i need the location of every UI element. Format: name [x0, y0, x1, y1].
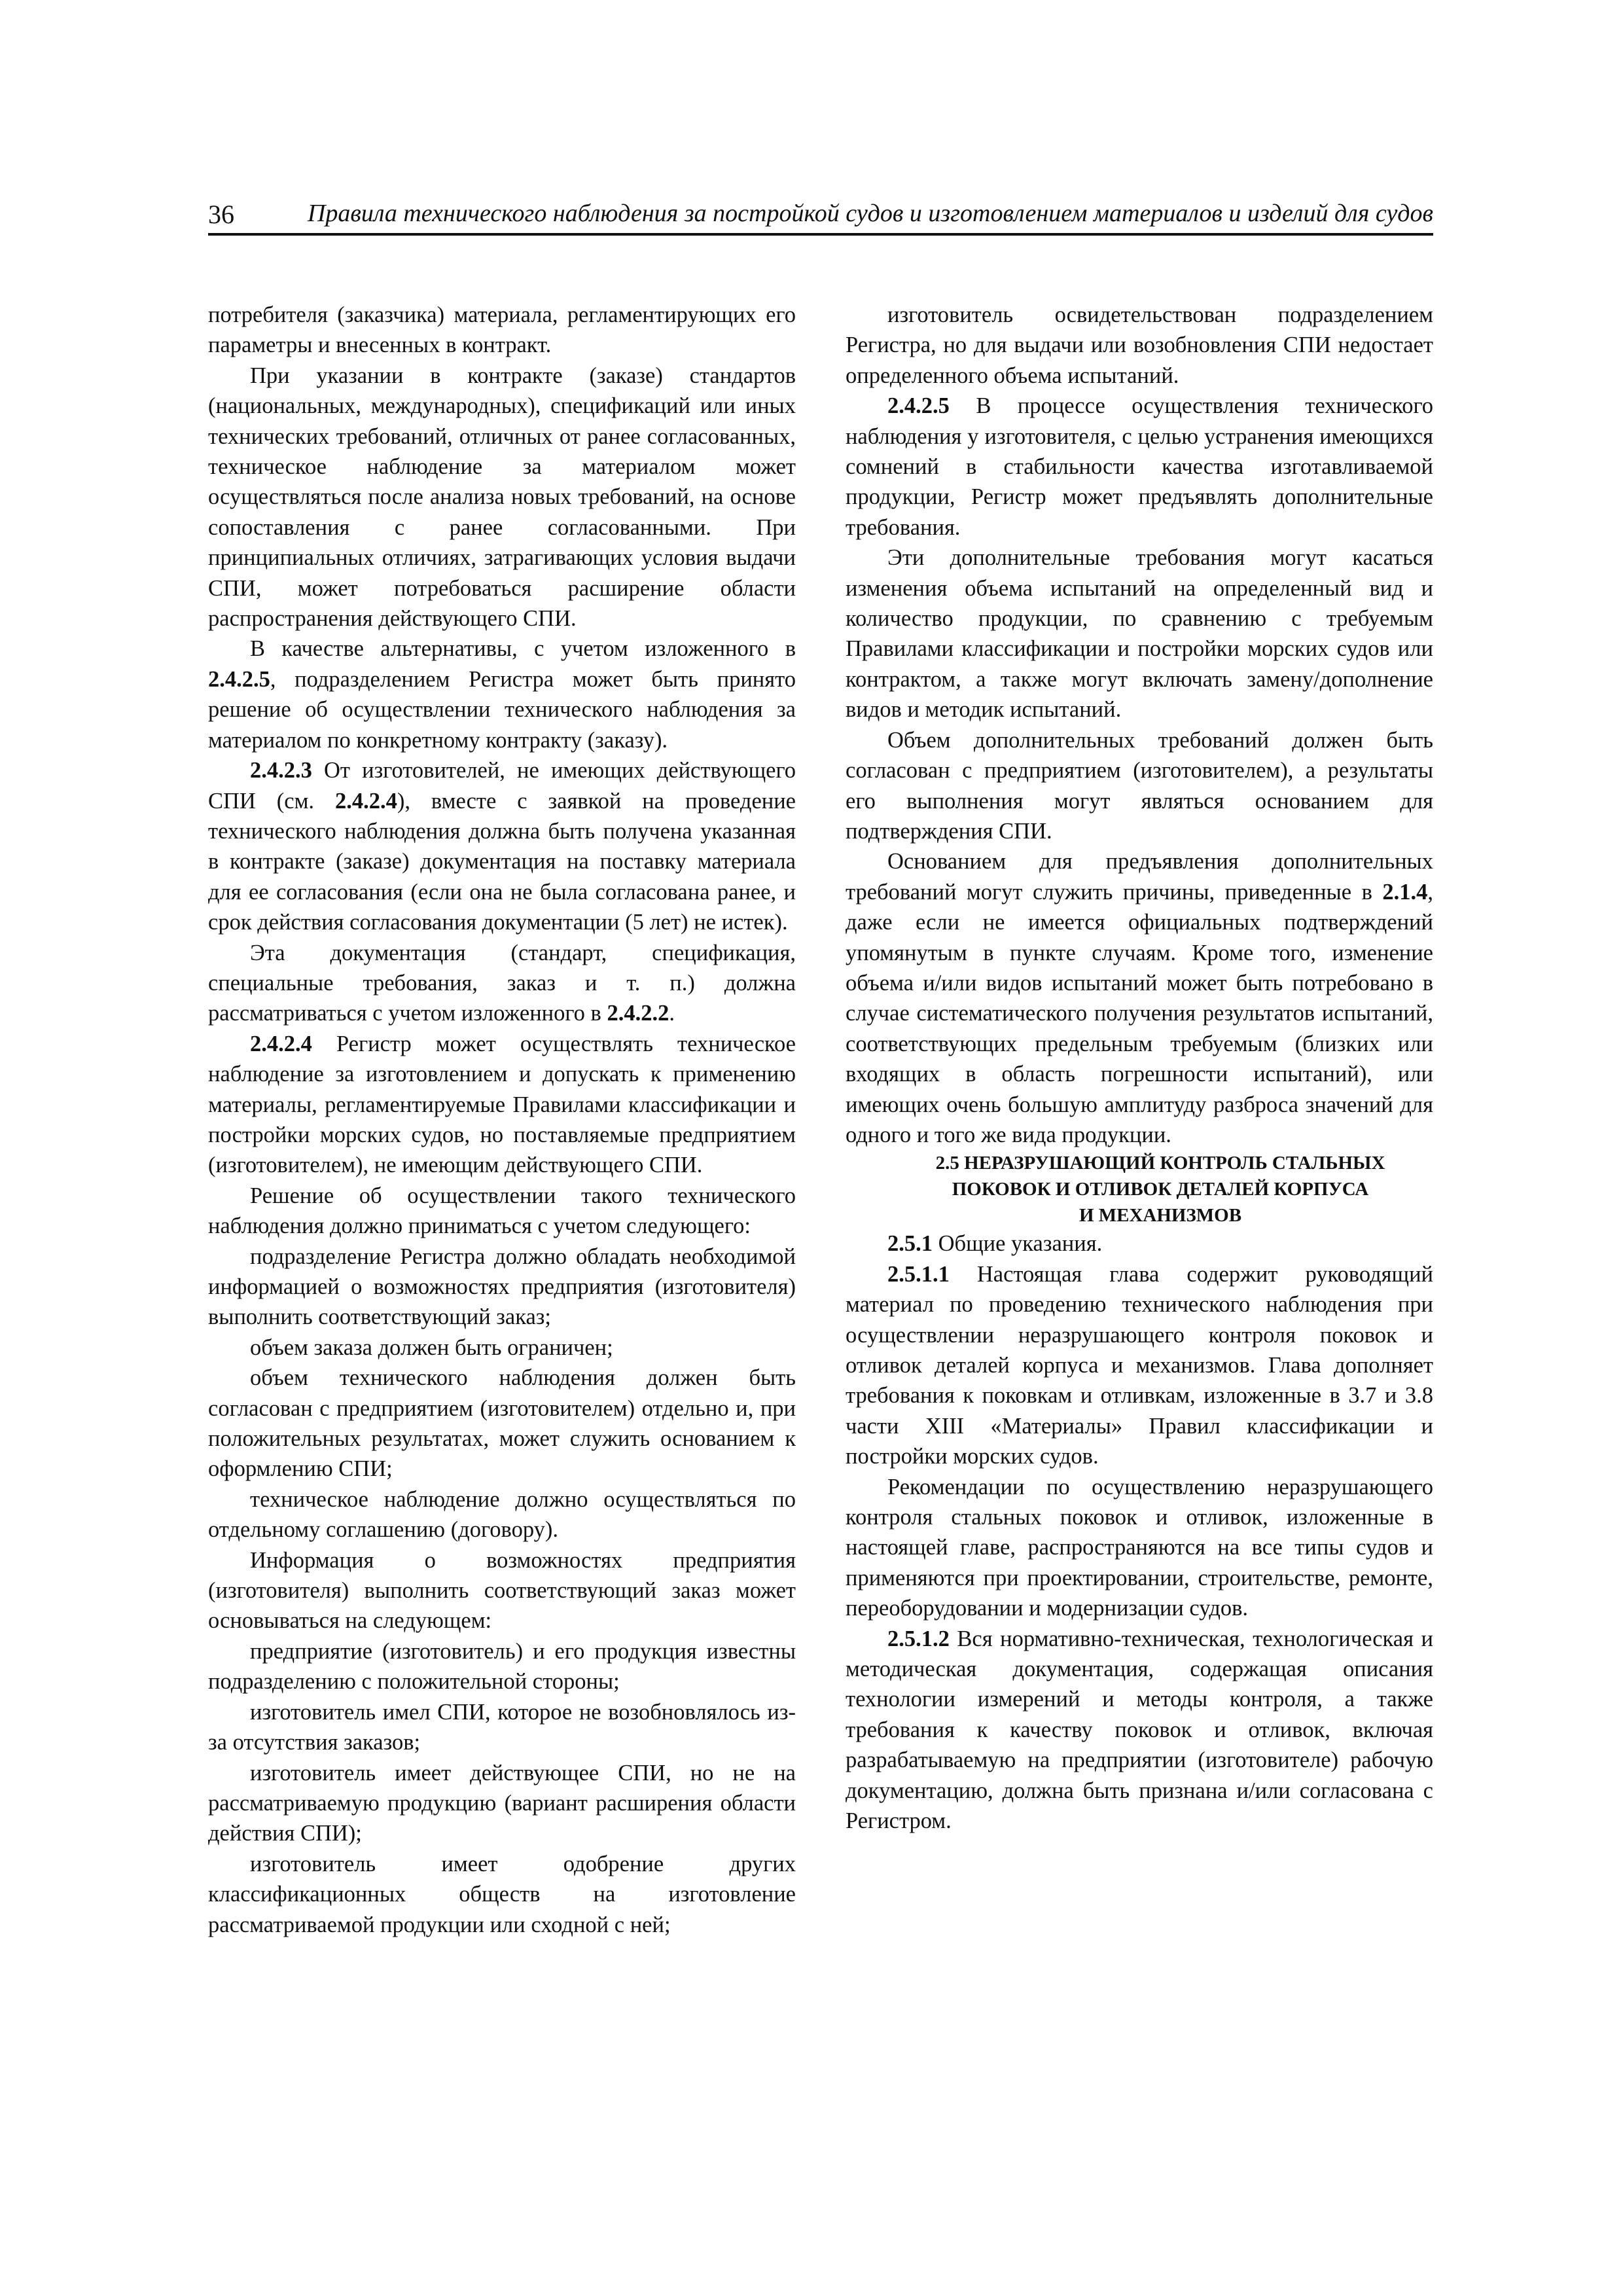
list-item: изготовитель освидетельствован подразделением Регистра, но для выдачи или возобновления СПИ недостает определенного объема испытаний. [846, 302, 1433, 388]
section-title [846, 1150, 1433, 1229]
clause-number: 2.5.1.2 [887, 1626, 950, 1651]
list-item: изготовитель имел СПИ, которое не возобновлялось из-за отсутствия заказов; [208, 1699, 796, 1755]
section-title-line: 2.5 НЕРАЗРУШАЮЩИЙ КОНТРОЛЬ СТАЛЬНЫХ [935, 1153, 1385, 1174]
clause [846, 391, 1433, 543]
section-title-line: И МЕХАНИЗМОВ [1079, 1205, 1242, 1227]
cross-reference: 2.1.4 [1382, 879, 1428, 905]
clause-number: 2.4.2.5 [887, 393, 950, 419]
page-header [208, 196, 1433, 236]
paragraph-text: , даже если не имеется официальных подтверждений упомянутым в пункте случаям. Кроме того, изменение объема и/или видов испытаний может быть потребовано в случае систематического получения результатов испытаний, соответствующих предельным требуемым (близких или входящих в область погрешности испытаний), или имеющих очень большую амплитуду разброса значений для одного и того же вида продукции. [846, 879, 1433, 1147]
right-column [846, 300, 1433, 1837]
clause [846, 1259, 1433, 1472]
paragraph: Решение об осуществлении такого технического наблюдения должно приниматься с учетом следующего: [208, 1183, 796, 1239]
cross-reference: 2.4.2.2 [607, 1001, 669, 1026]
clause-number: 2.5.1.1 [887, 1261, 950, 1287]
list-item: объем заказа должен быть ограничен; [250, 1335, 613, 1360]
cross-reference: 2.4.2.4 [334, 788, 397, 814]
paragraph-text: Настоящая глава содержит руководящий материал по проведению технического наблюдения при осуществлении неразрушающего контроля поковок и отливок деталей корпуса и механизмов. Глава дополняет требования к поковкам и отливкам, изложенные в 3.7 и 3.8 части XIII «Материалы» Правил классификации и постройки морских судов. [846, 1261, 1433, 1469]
paragraph-text: В процессе осуществления технического наблюдения у изготовителя, с целью устранения имеющихся сомнений в стабильности качества изготавливаемой продукции, Регистр может предъявлять дополнительные требования. [846, 393, 1433, 540]
clause [208, 755, 796, 937]
subsection-title: Общие указания. [933, 1231, 1103, 1257]
paragraph-text: Основанием для предъявления дополнительных требований могут служить причины, приведенные в [846, 849, 1433, 905]
paragraph-text: В качестве альтернативы, с учетом изложенного в [250, 636, 796, 662]
paragraph-text: Регистр может осуществлять техническое наблюдение за изготовлением и допускать к применению материалы, регламентируемые Правилами классификации и постройки морских судов, но поставляемые предприятием (изготовителем), не имеющим действующего СПИ. [208, 1031, 796, 1178]
paragraph-text: От изготовителей, не имеющих действующего СПИ (см. [208, 758, 796, 814]
left-column [208, 300, 796, 1940]
paragraph-text: . [669, 1001, 675, 1026]
list-item: изготовитель имеет одобрение других классификационных обществ на изготовление рассматриваемой продукции или сходной с ней; [208, 1851, 796, 1937]
clause-number: 2.4.2.4 [250, 1031, 312, 1056]
list-item: предприятие (изготовитель) и его продукция известны подразделению с положительной стороны; [208, 1638, 796, 1695]
running-title: Правила технического наблюдения за постройкой судов и изготовлением материалов и изделий для судов [307, 200, 1433, 227]
paragraph [846, 846, 1433, 1150]
list-item: объем технического наблюдения должен быть согласован с предприятием (изготовителем) отдельно и, при положительных результатах, может служить основанием к оформлению СПИ; [208, 1365, 796, 1482]
clause [208, 1029, 796, 1181]
cross-reference: 2.4.2.5 [208, 666, 270, 692]
paragraph: потребителя (заказчика) материала, регламентирующих его параметры и внесенных в контракт. [208, 302, 796, 358]
paragraph-text: Эта документация (стандарт, спецификация, специальные требования, заказ и т. п.) должна рассматриваться с учетом изложенного в [208, 940, 796, 1026]
subsection-heading [846, 1229, 1433, 1259]
paragraph: При указании в контракте (заказе) стандартов (национальных, международных), спецификаций или иных технических требований, отличных от ранее согласованных, техническое наблюдение за материалом может осуществляться после анализа новых требований, на основе сопоставления с ранее согласованными. При принципиальных отличиях, затрагивающих условия выдачи СПИ, может потребоваться расширение области распространения действующего СПИ. [208, 363, 796, 632]
paragraph [208, 634, 796, 755]
list-item: подразделение Регистра должно обладать необходимой информацией о возможностях предприятия (изготовителя) выполнить соответствующий заказ; [208, 1244, 796, 1330]
page-number: 36 [208, 200, 234, 229]
paragraph: Информация о возможностях предприятия (изготовителя) выполнить соответствующий заказ может основываться на следующем: [208, 1547, 796, 1634]
paragraph [208, 938, 796, 1029]
list-item: техническое наблюдение должно осуществляться по отдельному соглашению (договору). [208, 1486, 796, 1543]
clause [846, 1624, 1433, 1837]
paragraph-text: ), вместе с заявкой на проведение технического наблюдения должна быть получена указанная в контракте (заказе) документация на поставку материала для ее согласования (если она не была согласована ранее, и срок действия согласования документации (5 лет) не истек). [208, 788, 796, 935]
paragraph-text: Вся нормативно-техническая, технологическая и методическая документация, содержащая описания технологии измерений и методы контроля, а также требования к качеству поковок и отливок, включая разрабатываемую на предприятии (изготовителе) рабочую документацию, должна быть признана и/или согласована с Регистром. [846, 1626, 1433, 1834]
list-item: изготовитель имеет действующее СПИ, но не на рассматриваемую продукцию (вариант расширения области действия СПИ); [208, 1760, 796, 1846]
clause-number: 2.4.2.3 [250, 758, 312, 783]
paragraph-text: , подразделением Регистра может быть принято решение об осуществлении технического наблюдения за материалом по конкретному контракту (заказу). [208, 666, 796, 753]
subsection-number: 2.5.1 [887, 1231, 933, 1257]
paragraph: Рекомендации по осуществлению неразрушающего контроля стальных поковок и отливок, изложенные в настоящей главе, распространяются на все типы судов и применяются при проектировании, строительстве, ремонте, переоборудовании и модернизации судов. [846, 1474, 1433, 1621]
paragraph: Объем дополнительных требований должен быть согласован с предприятием (изготовителем), а результаты его выполнения могут являться основанием для подтверждения СПИ. [846, 727, 1433, 844]
paragraph: Эти дополнительные требования могут касаться изменения объема испытаний на определенный вид и количество продукции, по сравнению с требуемым Правилами классификации и постройки морских судов или контрактом, а также могут включать замену/дополнение видов и методик испытаний. [846, 545, 1433, 723]
section-title-line: ПОКОВОК И ОТЛИВОК ДЕТАЛЕЙ КОРПУСА [952, 1179, 1369, 1200]
